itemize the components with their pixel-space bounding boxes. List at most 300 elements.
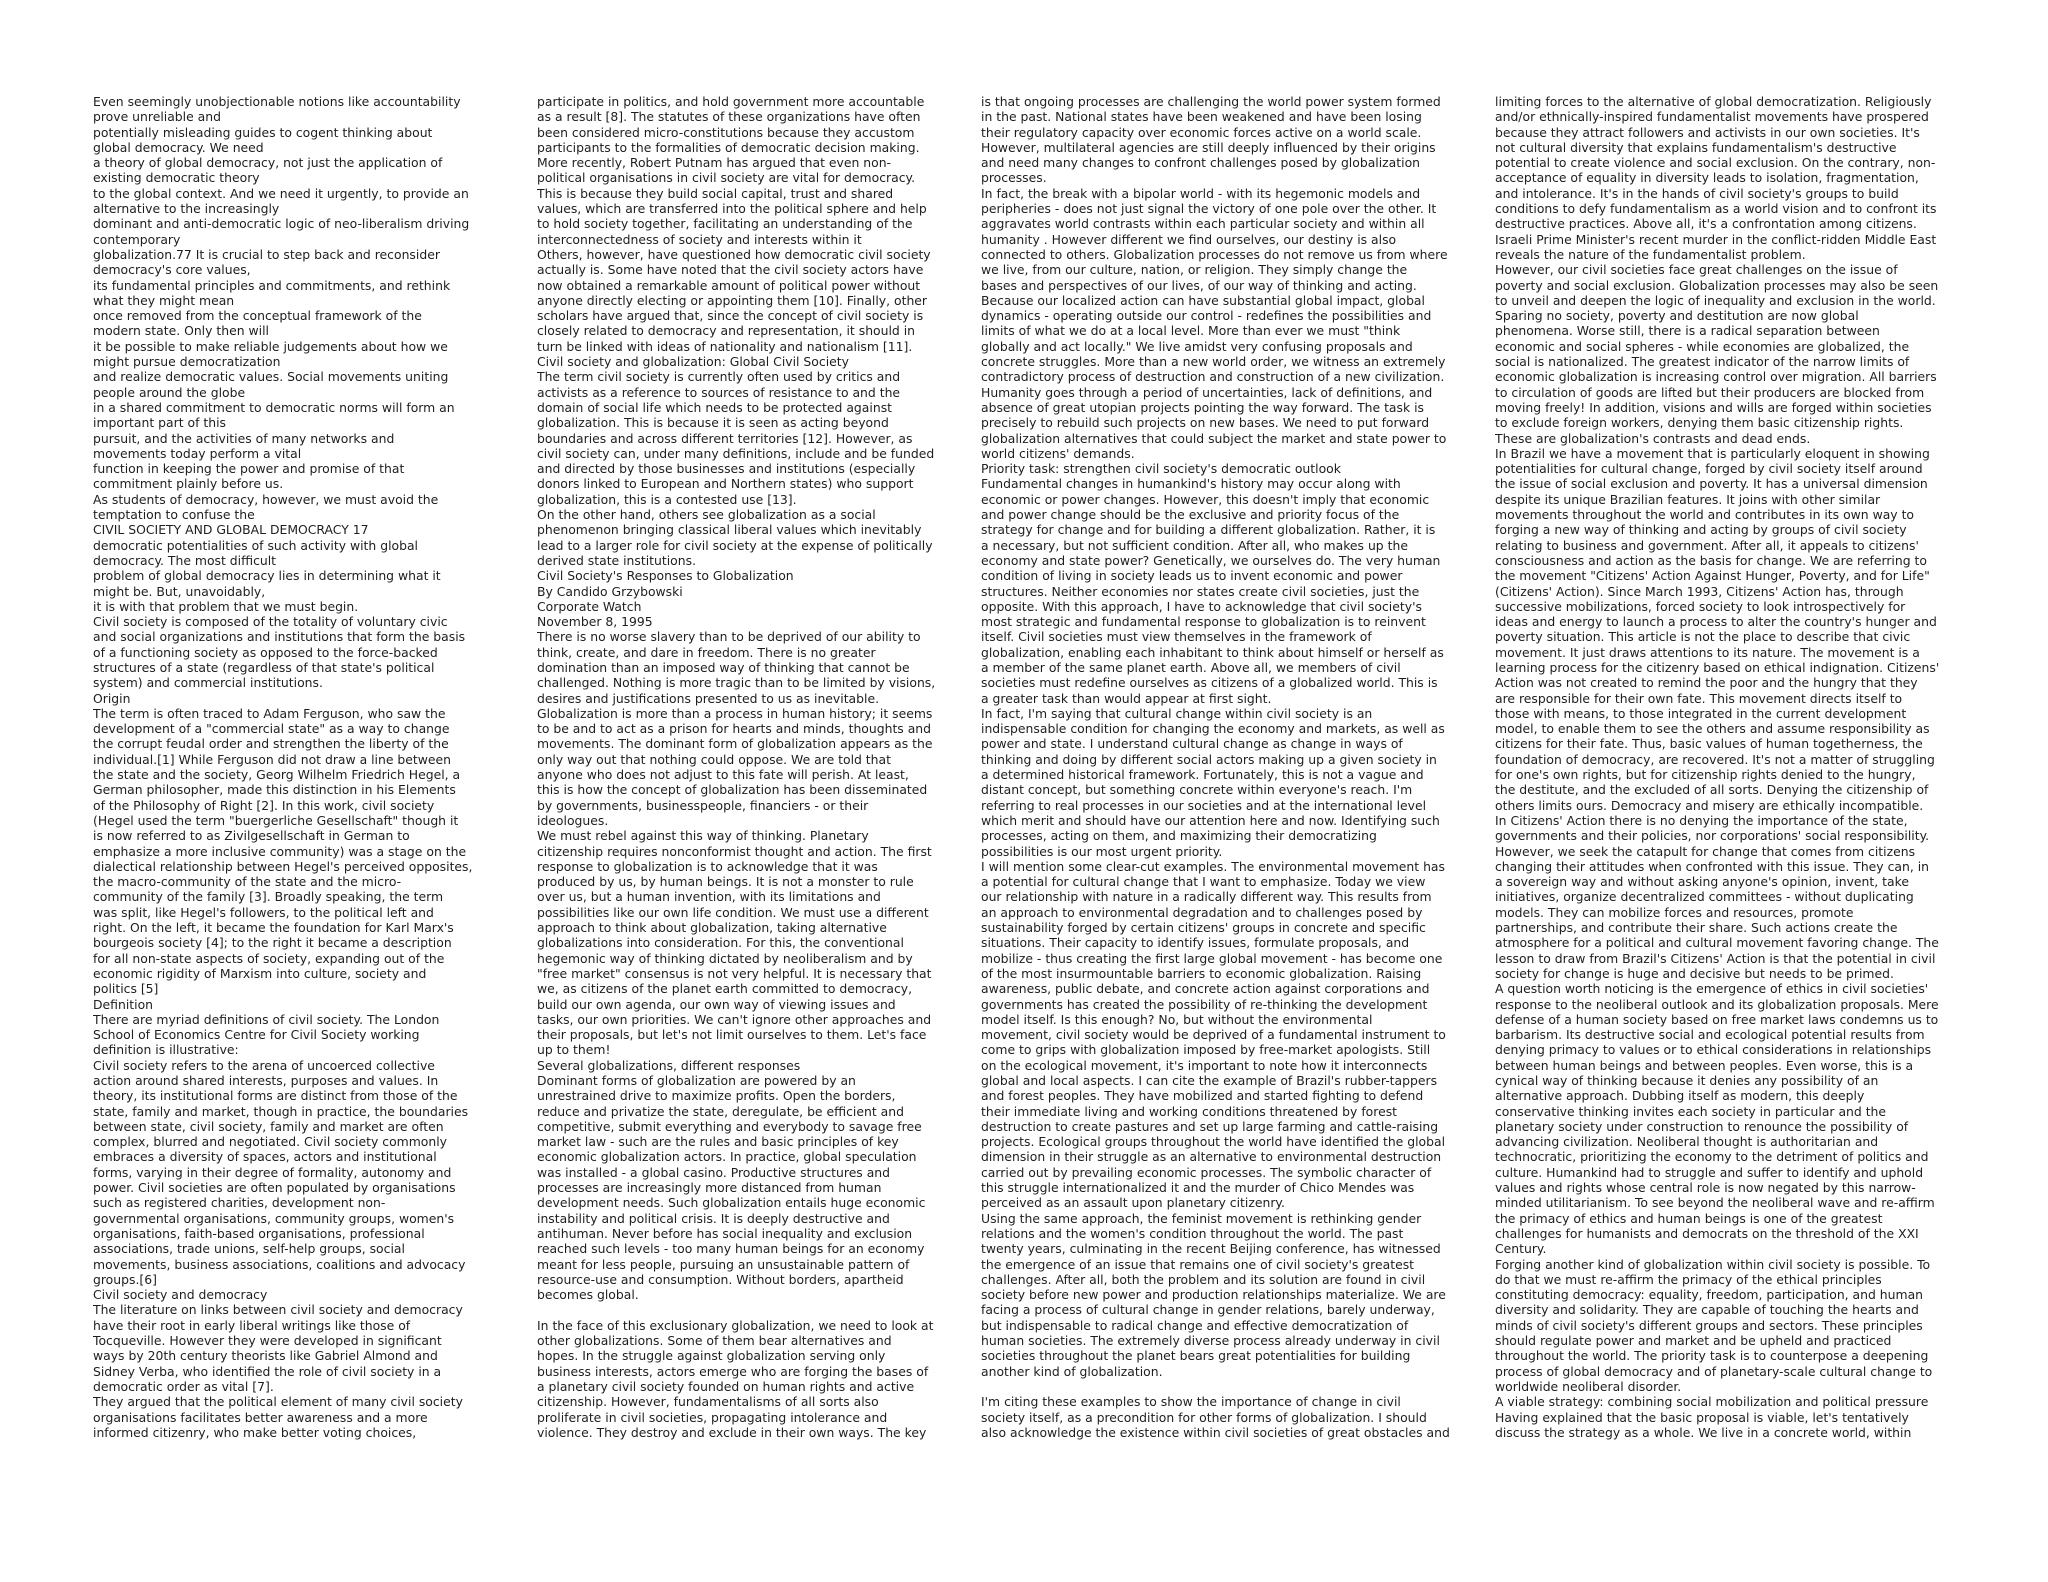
text-line: this struggle internationalized it and the murder of Chico Mendes was [981,1180,1415,1196]
text-line: model itself. Is this enough? No, but without the environmental [981,1011,1373,1027]
text-column-1 [93,94,563,1534]
text-line: worldwide neoliberal disorder. [1495,1378,1682,1394]
text-line: to exclude foreign workers, denying them basic citizenship rights. [1495,415,1904,431]
text-line: economic or power changes. However, this doesn't imply that economic [981,491,1430,507]
text-line: definition is illustrative: [93,1042,239,1058]
text-column-3 [981,94,1451,1534]
text-line: human societies. The extremely diverse process already underway in civil [981,1333,1440,1349]
text-line: precisely to rebuild such projects on new bases. We need to put forward [981,415,1430,431]
text-line: governments and their policies, nor corporations' social responsibility. [1495,828,1930,844]
text-line: discuss the strategy as a whole. We live in a concrete world, within [1495,1424,1912,1440]
text-line: Tocqueville. However they were developed in significant [93,1333,442,1349]
text-line: associations, trade unions, self-help groups, social [93,1241,405,1257]
text-line: an approach to environmental degradation and to challenges posed by [981,904,1423,920]
text-line: donors linked to European and Northern states) who support [537,476,914,492]
text-line: minded utilitarianism. To see beyond the neoliberal wave and re-affirm [1495,1195,1935,1211]
text-line: possibilities like our own life condition. We must use a different [537,904,929,920]
text-line: by governments, businesspeople, financiers - or their [537,797,869,813]
text-line: action around shared interests, purposes and values. In [93,1073,439,1088]
text-line: hopes. In the struggle against globalization serving only [537,1348,886,1364]
text-line: alternative to the increasingly [93,201,280,217]
text-line: Sidney Verba, who identified the role of civil society in a [93,1363,442,1379]
text-line: German philosopher, made this distinction in his Elements [93,782,456,798]
text-line: should regulate power and market and be upheld and practiced [1495,1333,1892,1349]
text-line: derived state institutions. [537,552,697,568]
text-line: world citizens' demands. [981,445,1135,461]
text-line: citizenship. However, fundamentalisms of all sorts also [537,1394,879,1410]
text-line: As students of democracy, however, we must avoid the [93,491,439,507]
text-line: only way out that nothing could oppose. We are told that [537,751,891,767]
text-line: absence of great utopian projects pointing the way forward. The task is [981,399,1424,415]
text-line: to unveil and deepen the logic of inequality and exclusion in the world. [1495,292,1936,308]
text-line: of the Philosophy of Right [2]. In this work, civil society [93,797,435,813]
text-line: becomes global. [537,1287,639,1303]
text-line: conditions to defy fundamentalism as a world vision and to confront its [1495,201,1937,217]
text-line: globally and act locally." We live amidst very confusing proposals and [981,338,1413,354]
text-line: social is nationalized. The greatest indicator of the narrow limits of [1495,354,1910,370]
text-line: in a shared commitment to democratic norms will form an [93,399,455,415]
text-line: is now referred to as Zivilgesellschaft in German to [93,828,410,844]
text-line: facing a process of cultural change in gender relations, barely underway, [981,1302,1435,1318]
text-line: and intolerance. It's in the hands of civil society's groups to build [1495,185,1899,201]
text-line: consciousness and action as the basis for change. We are referring to [1495,552,1927,568]
text-line: Origin [93,690,131,706]
text-line: organisations, faith-based organisations, professional [93,1225,425,1241]
text-line: governmental organisations, community groups, women's [93,1210,455,1226]
text-line: antihuman. Never before has social inequality and exclusion [537,1225,913,1241]
text-line: globalization, this is a contested use [13]. [537,491,797,507]
text-line: on the ecological movement, it's important to note how it interconnects [981,1057,1428,1073]
text-line: another kind of globalization. [981,1363,1163,1379]
text-line: sustainability forged by certain citizens' groups in concrete and specific [981,920,1426,936]
text-line: because they attract followers and activists in our own societies. It's [1495,124,1920,140]
text-line: global democracy. We need [93,139,264,155]
text-line: peripheries - does not just signal the victory of one pole over the other. It [981,201,1437,217]
text-line: of a functioning society as opposed to the force-backed [93,644,438,660]
text-line: phenomena. Worse still, there is a radical separation between [1495,323,1880,339]
text-line: think, create, and dare in freedom. There is no greater [537,644,876,660]
text-line: processes, acting on them, and maximizing their democratizing [981,828,1377,844]
text-line: Having explained that the basic proposal is viable, let's tentatively [1495,1409,1909,1425]
text-line: movements, business associations, coalitions and advocacy [93,1256,466,1272]
text-line: to be and to act as a prison for hearts and minds, thoughts and [537,721,932,737]
text-line: In the face of this exclusionary globalization, we need to look at [537,1317,934,1333]
text-line: between state, civil society, family and market are often [93,1118,444,1134]
text-line: Corporate Watch [537,598,642,614]
text-line: There is no worse slavery than to be deprived of our ability to [537,629,921,645]
text-line: to the global context. And we need it urgently, to provide an [93,185,469,201]
text-line: and need many changes to confront challenges posed by globalization [981,155,1421,171]
text-line: They argued that the political element of many civil society [93,1394,463,1410]
text-line: development of a "commercial state" as a way to change [93,721,450,737]
text-line: dynamics - operating outside our control - redefines the possibilities and [981,308,1432,324]
text-line: Definition [93,996,153,1012]
text-line: ideologues. [537,812,609,828]
text-line: which merit and should have our attention here and now. Identifying such [981,812,1440,828]
text-line: indispensable condition for changing the economy and markets, as well as [981,721,1445,737]
text-line: Civil society and globalization: Global Civil Society [537,354,849,370]
text-line: culture. Humankind had to struggle and suffer to identify and uphold [1495,1164,1924,1180]
text-line: informed citizenry, who make better voting choices, [93,1424,417,1440]
text-line: process of global democracy and of planetary-scale cultural change to [1495,1363,1933,1379]
text-line: strategy for change and for building a different globalization. Rather, it is [981,522,1436,538]
text-line: globalization. This is because it is seen as acting beyond [537,415,889,431]
text-line: resource-use and consumption. Without borders, apartheid [537,1271,904,1287]
text-line: organisations facilitates better awareness and a more [93,1409,428,1425]
text-line: reveals the nature of the fundamentalist problem. [1495,246,1806,262]
text-line: poverty and social exclusion. Globalization processes may also be seen [1495,277,1939,293]
text-line: cynical way of thinking because it denies any possibility of an [1495,1073,1879,1088]
text-line: for all non-state aspects of society, expanding out of the [93,950,445,966]
text-line: temptation to confuse the [93,507,255,523]
text-line: the emergence of an issue that remains one of civil society's greatest [981,1256,1415,1272]
text-line: Fundamental changes in humankind's history may occur along with [981,476,1401,492]
text-line: successive mobilizations, forced society to look introspectively for [1495,598,1906,614]
text-line: structures of a state (regardless of that state's political [93,659,435,675]
text-line: Civil society is composed of the totality of voluntary civic [93,614,448,630]
text-line: The literature on links between civil society and democracy [93,1302,463,1318]
text-line: societies throughout the planet bears great potentialities for building [981,1348,1411,1364]
text-line: Century. [1495,1241,1547,1257]
text-line: Civil society and democracy [93,1287,268,1303]
text-line: development needs. Such globalization entails huge economic [537,1195,926,1211]
text-line: market law - such are the rules and basic principles of key [537,1134,899,1150]
text-line: a planetary civil society founded on human rights and active [537,1378,915,1394]
text-line: violence. They destroy and exclude in their own ways. The key [537,1424,927,1440]
text-line: However, multilateral agencies are still deeply influenced by their origins [981,139,1436,155]
text-line: learning process for the citizenry based on ethical indignation. Citizens' [1495,659,1940,675]
text-line: movement. It just draws attentions to its nature. The movement is a [1495,644,1920,660]
text-line: potentially misleading guides to cogent thinking about [93,124,433,140]
text-line: such as registered charities, development non- [93,1195,386,1211]
text-line: movements today perform a vital [93,445,302,461]
text-line [981,1379,1451,1394]
text-line: economy and state power? Genetically, we ourselves do. The very human [981,552,1441,568]
text-line: the corrupt feudal order and strengthen the liberty of the [93,736,449,752]
text-line: been considered micro-constitutions because they accustom [537,124,915,140]
text-line: lesson to draw from Brazil's Citizens' Action is that the potential in civil [1495,950,1936,966]
text-line: to circulation of goods are lifted but their producers are blocked from [1495,384,1925,400]
text-line: Sparing no society, poverty and destitution are now global [1495,308,1859,324]
text-line: instability and political crisis. It is deeply destructive and [537,1210,890,1226]
text-line: and/or ethnically-inspired fundamentalist movements have prospered [1495,109,1929,125]
text-line: Because our localized action can have substantial global impact, global [981,292,1425,308]
text-line: conservative thinking invites each society in particular and the [1495,1103,1887,1119]
text-line: forms, varying in their degree of formality, autonomy and [93,1164,452,1180]
text-line: CIVIL SOCIETY AND GLOBAL DEMOCRACY 17 [93,522,369,538]
text-line: economic rigidity of Marxism into culture, society and [93,965,427,981]
text-line: tasks, our own priorities. We can't ignore other approaches and [537,1011,932,1027]
text-line: unrestrained drive to maximize profits. Open the borders, [537,1088,896,1104]
text-line: constituting democracy: equality, freedom, participation, and human [1495,1287,1924,1303]
text-line: governments has created the possibility of re-thinking the development [981,996,1428,1012]
text-line: boundaries and across different territories [12]. However, as [537,430,913,446]
text-line: our relationship with nature in a radically different way. This results from [981,889,1432,905]
text-line: In Citizens' Action there is no denying the importance of the state, [1495,812,1908,828]
text-line: desires and justifications presented to us as inevitable. [537,690,880,706]
text-line: pursuit, and the activities of many networks and [93,430,395,446]
text-line: theory, its institutional forms are distinct from those of the [93,1088,458,1104]
text-line: perceived as an assault upon planetary citizenry. [981,1195,1285,1211]
text-line: models. They can mobilize forces and resources, promote [1495,904,1854,920]
text-line: complex, blurred and negotiated. Civil society commonly [93,1134,447,1150]
text-line: I will mention some clear-cut examples. The environmental movement has [981,858,1445,874]
text-line: planetary society under construction to renounce the possibility of [1495,1118,1909,1134]
text-line: build our own agenda, our own way of viewing issues and [537,996,896,1012]
text-line: those with means, to those integrated in the current development [1495,705,1907,721]
text-line: the movement "Citizens' Action Against Hunger, Poverty, and for Life" [1495,568,1930,584]
text-line: as a result [8]. The statutes of these organizations have often [537,109,921,125]
text-line: global and local aspects. I can cite the example of Brazil's rubber-tappers [981,1073,1438,1088]
text-line: November 8, 1995 [537,614,653,630]
text-line: proliferate in civil societies, propagating intolerance and [537,1409,888,1425]
text-line: society before new power and production relationships materialize. We are [981,1287,1446,1303]
text-line: (Hegel used the term "buergerliche Gesellschaft" though it [93,812,459,828]
text-line: This is because they build social capital, trust and shared [537,185,894,201]
text-line: potential to create violence and social exclusion. On the contrary, non- [1495,155,1936,171]
text-line: a theory of global democracy, not just the application of [93,155,443,171]
text-line: meant for less people, pursuing an unsustainable pattern of [537,1256,910,1272]
text-line: dialectical relationship between Hegel's perceived opposites, [93,858,473,874]
text-line: anyone who does not adjust to this fate will perish. At least, [537,767,909,783]
text-line: response to the neoliberal outlook and its globalization proposals. Mere [1495,996,1939,1012]
text-line: referring to real processes in our societies and at the international level [981,797,1427,813]
text-line: power and state. I understand cultural change as change in ways of [981,736,1403,752]
text-line: On the other hand, others see globalization as a social [537,507,876,523]
text-line: foundation of democracy, are recovered. It's not a matter of struggling [1495,751,1935,767]
text-line: destruction to create pastures and set up large farming and cattle-raising [981,1118,1439,1134]
text-line: (Citizens' Action). Since March 1993, Citizens' Action has, through [1495,583,1904,599]
text-line: are responsible for their own fate. This movement directs itself to [1495,690,1903,706]
text-line: challenged. Nothing is more tragic than to be limited by visions, [537,675,936,691]
text-line: poverty situation. This article is not the place to describe that civic [1495,629,1911,645]
text-line: participate in politics, and hold government more accountable [537,94,925,109]
text-line: activists as a reference to sources of resistance to and the [537,384,901,400]
text-line: model, to enable them to see the others and assume responsibility as [1495,721,1930,737]
text-line: competitive, submit everything and everybody to savage free [537,1118,922,1134]
text-line: relating to business and government. After all, it appeals to citizens' [1495,537,1919,553]
text-line: a necessary, but not sufficient condition. After all, who makes up the [981,537,1408,553]
text-line: globalization, enabling each inhabitant to think about himself or herself as [981,644,1444,660]
text-line: These are globalization's contrasts and dead ends. [1495,430,1811,446]
text-line: what they might mean [93,292,235,308]
text-line: technocratic, prioritizing the economy to the detriment of politics and [1495,1149,1929,1165]
text-line: for one's own rights, but for citizenship rights denied to the hungry, [1495,767,1916,783]
text-line: thinking and doing by different social actors making up a given society in [981,751,1437,767]
text-line: Humanity goes through a period of uncertainties, lack of definitions, and [981,384,1433,400]
text-line: aggravates world contrasts within each particular society and within all [981,216,1425,232]
text-line: community of the family [3]. Broadly speaking, the term [93,889,444,905]
text-line: their proposals, but let's not limit ourselves to them. Let's face [537,1027,927,1043]
text-line: We must rebel against this way of thinking. Planetary [537,828,869,844]
text-line: politics [5] [93,981,159,997]
text-line: might be. But, unavoidably, [93,583,266,599]
text-line: potentialities for cultural change, forged by civil society itself around [1495,461,1923,477]
text-line: do that we must re-affirm the primacy of the ethical principles [1495,1271,1882,1287]
text-line: and forest peoples. They have mobilized and started fighting to defend [981,1088,1424,1104]
text-line: citizens for their fate. Thus, basic values of human togetherness, the [1495,736,1923,752]
text-line: the state and the society, Georg Wilhelm Friedrich Hegel, a [93,767,461,783]
text-line: interconnectedness of society and interests within it [537,231,862,247]
text-line: this is how the concept of globalization has been disseminated [537,782,928,798]
text-line: societies must redefine ourselves as citizens of a globalized world. This is [981,675,1438,691]
text-line: domain of social life which needs to be protected against [537,399,893,415]
text-line [537,1302,1007,1317]
text-line: distant concept, but something concrete within everyone's reach. I'm [981,782,1413,798]
text-line: democracy. The most difficult [93,552,277,568]
text-line: most strategic and fundamental response to globalization is to reinvent [981,614,1426,630]
text-line: other globalizations. Some of them bear alternatives and [537,1333,892,1349]
text-line: actually is. Some have noted that the civil society actors have [537,262,924,278]
text-line: the macro-community of the state and the micro- [93,874,402,890]
text-line: challenges. After all, both the problem and its solution are found in civil [981,1271,1426,1287]
text-line: it is with that problem that we must begin. [93,598,359,614]
text-line: important part of this [93,415,226,431]
text-line: humanity . However different we find ourselves, our destiny is also [981,231,1397,247]
text-line: initiatives, organize decentralized committees - without duplicating [1495,889,1914,905]
text-line: groups.[6] [93,1271,157,1287]
text-line: minds of civil society's different groups and sectors. These principles [1495,1317,1923,1333]
text-line: we, as citizens of the planet earth committed to democracy, [537,981,913,997]
text-line: despite its unique Brazilian features. It joins with other similar [1495,491,1881,507]
text-line: carried out by prevailing economic processes. The symbolic character of [981,1164,1432,1180]
text-line: modern state. Only then will [93,323,269,339]
text-line: ways by 20th century theorists like Gabriel Almond and [93,1348,438,1364]
text-line: contradictory process of destruction and construction of a new civilization. [981,369,1445,385]
text-line: society itself, as a precondition for other forms of globalization. I should [981,1409,1427,1425]
text-line: Several globalizations, different responses [537,1057,801,1073]
text-line: I'm citing these examples to show the importance of change in civil [981,1394,1401,1410]
text-line: mobilize - thus creating the first large global movement - has become one [981,950,1443,966]
text-line: atmosphere for a political and cultural movement favoring change. The [1495,935,1939,951]
text-line: embraces a diversity of spaces, actors and institutional [93,1149,437,1165]
text-line: acceptance of equality in diversity leads to isolation, fragmentation, [1495,170,1919,186]
text-line: A viable strategy: combining social mobilization and political pressure [1495,1394,1929,1410]
text-line: contemporary [93,231,181,247]
text-line: However, we seek the catapult for change that comes from citizens [1495,843,1916,859]
text-line: changing their attitudes when confronted with this issue. They can, in [1495,858,1930,874]
text-line: In fact, the break with a bipolar world - with its hegemonic models and [981,185,1421,201]
text-line: to hold society together, facilitating an understanding of the [537,216,913,232]
text-line: concrete struggles. More than a new world order, we witness an extremely [981,354,1446,370]
text-line: individual.[1] While Ferguson did not draw a line between [93,751,451,767]
text-line: a sovereign way and without asking anyone's opinion, invent, take [1495,874,1909,890]
text-line: diversity and solidarity. They are capable of touching the hearts and [1495,1302,1919,1318]
text-line: over us, but a human invention, with its limitations and [537,889,881,905]
text-line: However, our civil societies face great challenges on the issue of [1495,262,1898,278]
text-line: opposite. With this approach, I have to acknowledge that civil society's [981,598,1422,614]
text-line: domination than an imposed way of thinking that cannot be [537,659,910,675]
text-line: globalizations into consideration. For this, the conventional [537,935,904,951]
text-line: movements. The dominant form of globalization appears as the [537,736,933,752]
text-line: partnerships, and contribute their share. Such actions create the [1495,920,1898,936]
text-line: situations. Their capacity to identify issues, formulate proposals, and [981,935,1410,951]
text-line: economic and social spheres - while economies are globalized, the [1495,338,1910,354]
text-line: processes. [981,170,1047,186]
text-line: society for change is huge and decisive but needs to be primed. [1495,965,1894,981]
text-line: now obtained a remarkable amount of political power without [537,277,921,293]
text-line: but indispensable to radical change and effective democratization of [981,1317,1409,1333]
text-line: advancing civilization. Neoliberal thought is authoritarian and [1495,1134,1879,1150]
text-line: connected to others. Globalization processes do not remove us from where [981,246,1448,262]
text-line: More recently, Robert Putnam has argued that even non- [537,155,892,171]
text-line: democratic order as vital [7]. [93,1378,274,1394]
text-line: a member of the same planet earth. Above all, we members of civil [981,659,1401,675]
text-line: phenomenon bringing classical liberal values which inevitably [537,522,922,538]
text-line: democracy's core values, [93,262,251,278]
text-line: citizenship requires nonconformist thought and action. The first [537,843,932,859]
text-line: possibilities is our most urgent priority. [981,843,1223,859]
text-line: a greater task than would appear at first sight. [981,690,1272,706]
text-line: produced by us, by human beings. It is not a monster to rule [537,874,914,890]
text-line: up to them! [537,1042,611,1058]
text-line: response to globalization is to acknowledge that it was [537,858,878,874]
text-line: economic globalization is increasing control over migration. All barriers [1495,369,1937,385]
text-line: civil society can, under many definitions, include and be funded [537,445,935,461]
text-line: challenges for humanists and democrats on the threshold of the XXI [1495,1225,1919,1241]
text-line: limits of what we do at a local level. More than ever we must "think [981,323,1401,339]
text-line: we live, from our culture, nation, or religion. They simply change the [981,262,1408,278]
text-line: Forging another kind of globalization within civil society is possible. To [1495,1256,1931,1272]
text-line: closely related to democracy and representation, it should in [537,323,916,339]
text-line: Even seemingly unobjectionable notions like accountability [93,94,461,109]
text-line: was installed - a global casino. Productive structures and [537,1164,891,1180]
text-line: ideas and energy to launch a process to alter the country's hunger and [1495,614,1937,630]
text-line: globalization.77 It is crucial to step back and reconsider [93,246,440,262]
text-line: projects. Ecological groups throughout the world have identified the global [981,1134,1446,1150]
text-line: lead to a larger role for civil society at the expense of politically [537,537,933,553]
text-line: Using the same approach, the feminist movement is rethinking gender [981,1210,1422,1226]
text-line: might pursue democratization [93,354,281,370]
text-column-4 [1495,94,1965,1534]
text-line: the primacy of ethics and human beings is one of the greatest [1495,1210,1883,1226]
text-line: "free market" consensus is not very helpful. It is necessary that [537,965,932,981]
text-line: The term civil society is currently often used by critics and [537,369,901,385]
text-line: movement, civil society would be deprived of a fundamental instrument to [981,1027,1446,1043]
text-line: bases and perspectives of our lives, of our way of thinking and acting. [981,277,1417,293]
text-line: Others, however, have questioned how democratic civil society [537,246,931,262]
text-line: a potential for cultural change that I want to emphasize. Today we view [981,874,1426,890]
text-line: destructive practices. Above all, it's a confrontation among citizens. [1495,216,1917,232]
text-line: between human beings and between peoples. Even worse, this is a [1495,1057,1914,1073]
text-line: political organisations in civil society are vital for democracy. [537,170,916,186]
text-column-2 [537,94,1007,1534]
text-line: movements throughout the world and contributes in its own way to [1495,507,1915,523]
text-line: limiting forces to the alternative of global democratization. Religiously [1495,94,1932,109]
text-line: existing democratic theory [93,170,260,186]
text-line: people around the globe [93,384,246,400]
text-line: dimension in their struggle as an alternative to environmental destruction [981,1149,1442,1165]
text-line: the issue of social exclusion and poverty. It has a universal dimension [1495,476,1928,492]
text-line: reached such levels - too many human beings for an economy [537,1241,925,1257]
text-line: the destitute, and the excluded of all sorts. Denying the citizenship of [1495,782,1929,798]
text-line: anyone directly electing or appointing them [10]. Finally, other [537,292,928,308]
text-line: emphasize a more inclusive community) was a stage on the [93,843,467,859]
text-line: prove unreliable and [93,109,221,125]
text-line: have their root in early liberal writings like those of [93,1317,411,1333]
text-line: awareness, public debate, and concrete action against corporations and [981,981,1430,997]
text-line: approach to think about globalization, taking alternative [537,920,887,936]
text-line: The term is often traced to Adam Ferguson, who saw the [93,705,446,721]
text-line: forging a new way of thinking and acting by groups of civil society [1495,522,1907,538]
text-line: a determined historical framework. Fortunately, this is not a vague and [981,767,1424,783]
text-line: throughout the world. The priority task is to counterpose a deepening [1495,1348,1929,1364]
text-line: and social organizations and institutions that form the basis [93,629,466,645]
text-line: was split, like Hegel's followers, to the political left and [93,904,434,920]
text-line: In Brazil we have a movement that is particularly eloquent in showing [1495,445,1930,461]
text-line: globalization alternatives that could subject the market and state power to [981,430,1447,446]
text-line: There are myriad definitions of civil society. The London [93,1011,440,1027]
